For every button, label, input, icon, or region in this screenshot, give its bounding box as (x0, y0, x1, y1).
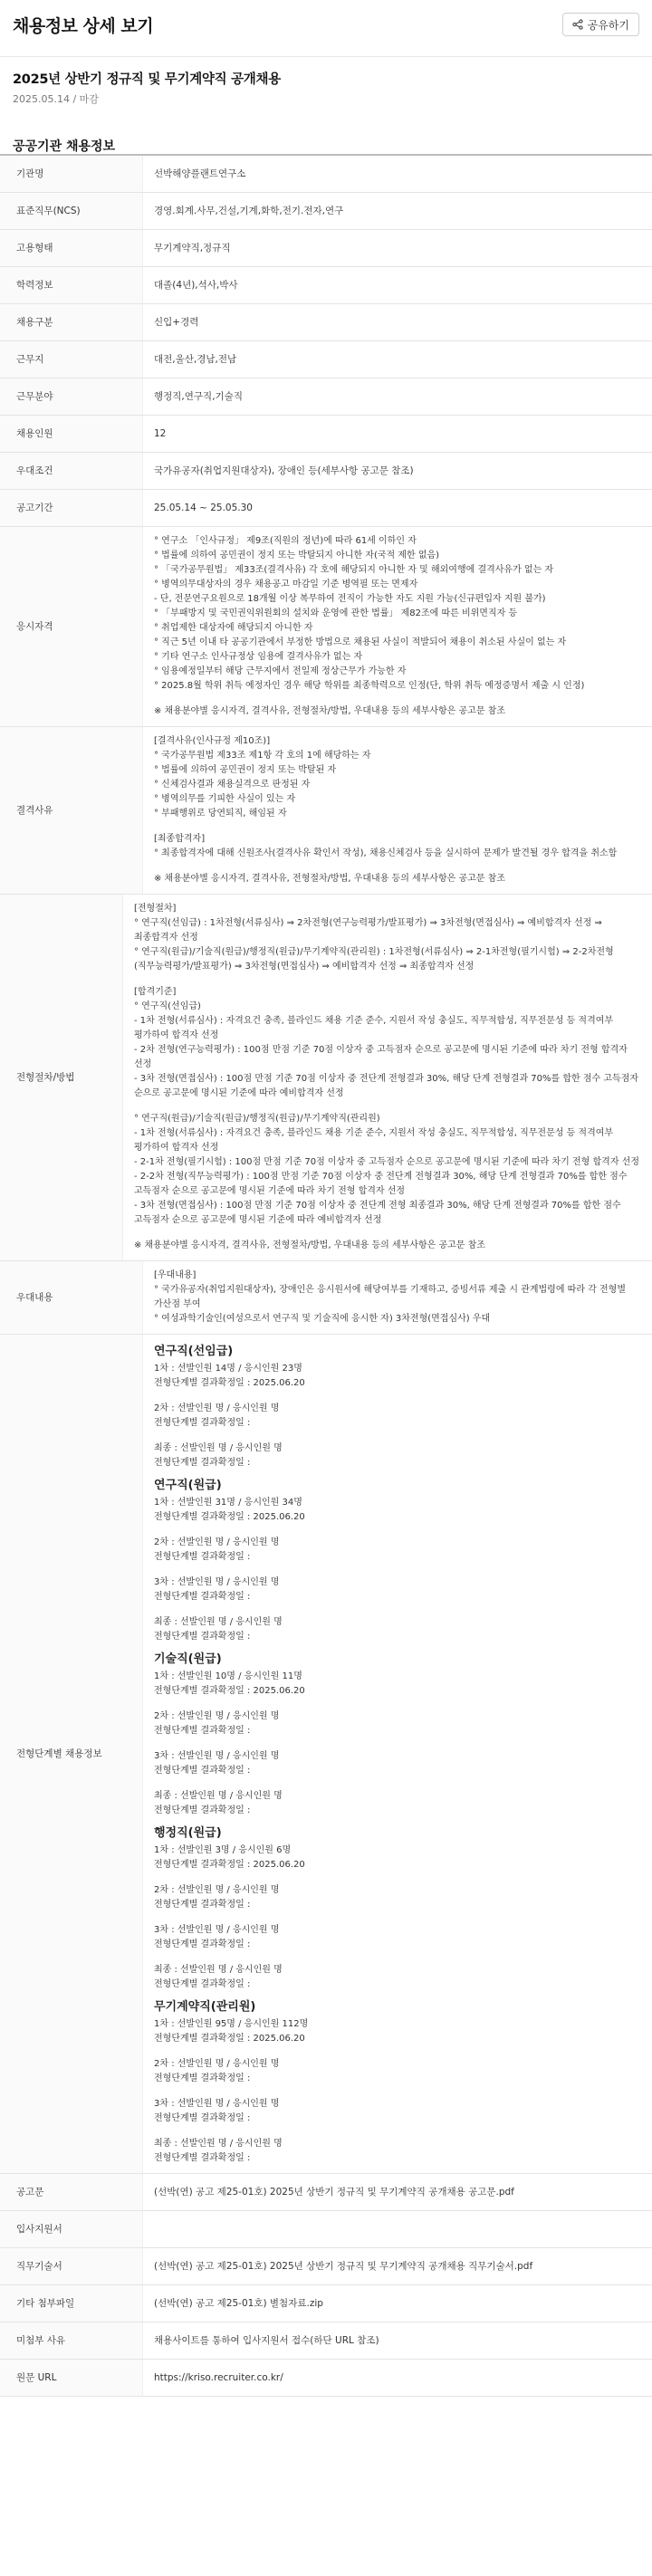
announcement-file-link[interactable]: (선박(연) 공고 제25-01호) 2025년 상반기 정규직 및 무기계약직 공개채용 공고문.pdf (154, 2186, 514, 2198)
stage-line: 2차 : 선발인원 명 / 응시인원 명 (154, 2059, 280, 2069)
stage-line: 전형단계별 결과확정일 : 2025.06.20 (154, 1860, 305, 1870)
stage-line: 전형단계별 결과확정일 : (154, 1592, 251, 1602)
spacer (134, 974, 639, 985)
row-announcement (0, 2174, 652, 2211)
stage-line: 전형단계별 결과확정일 : (154, 1552, 251, 1562)
text-line: (직무능력평가/발표평가) ⇒ 3차전형(면접심사) ⇒ 예비합격자 선정 ⇒ 최종합격자 선정 (133, 962, 475, 972)
stage-line: 전형단계별 결과확정일 : (154, 1418, 251, 1428)
stage-line: 최종 : 선발인원 명 / 응시인원 명 (154, 1617, 283, 1627)
row-value: 경영.회계.사무,건설,기계,화학,전기.전자,연구 (154, 205, 344, 216)
row-label: 결격사유 (0, 727, 143, 894)
row-label: 전형절차/방법 (0, 895, 123, 1260)
stage-group-title: 연구직(선임급) (154, 1345, 234, 1358)
spacer (154, 1699, 639, 1709)
row-job-description (0, 2248, 652, 2285)
row-procedure (0, 895, 652, 1261)
text-line: ° 부패행위로 당연퇴직, 해임된 자 (154, 809, 287, 819)
row-value: 채용사이트를 통하여 입사지원서 접수(하단 URL 참조) (154, 2334, 379, 2346)
text-line: ° 병역의무대상자의 경우 채용공고 마감일 기준 병역필 또는 면제자 (154, 579, 418, 589)
row-employ (0, 230, 652, 267)
row-location (0, 341, 652, 378)
text-line: 가산점 부여 (154, 1299, 201, 1309)
attachments-file-link[interactable]: (선박(연) 공고 제25-01호) 별첨자료.zip (154, 2297, 323, 2309)
stage-group-title: 무기계약직(관리원) (154, 2000, 256, 2014)
text-line: ° 연구직(원급)/기술직(원급)/행정직(원급)/무기계약직(관리원) : 1차전형(서류심사) ⇒ 2-1차전형(필기시험) ⇒ 2-2차전형 (133, 947, 614, 957)
spacer (154, 1952, 639, 1963)
row-value: 대졸(4년),석사,박사 (154, 279, 238, 291)
spacer (154, 2086, 639, 2097)
row-label: 채용구분 (0, 304, 143, 340)
stage-group-title: 연구직(원급) (154, 1479, 222, 1492)
row-value: 무기계약직,정규직 (154, 242, 231, 254)
row-field (0, 378, 652, 416)
spacer (154, 2046, 639, 2057)
spacer (154, 1872, 639, 1883)
stage-line: 전형단계별 결과확정일 : (154, 2073, 251, 2083)
stage-line: 전형단계별 결과확정일 : 2025.06.20 (154, 2034, 305, 2044)
text-line: - 1차 전형(서류심사) : 자격요건 충족, 블라인드 채용 기준 준수, 지원서 작성 충실도, 직무적합성, 직무전문성 등 적격여부 (133, 1128, 614, 1138)
row-label: 기타 첨부파일 (0, 2285, 143, 2322)
stage-line: 3차 : 선발인원 명 / 응시인원 명 (154, 1577, 280, 1587)
text-line: ° 연구직(원급)/기술직(원급)/행정직(원급)/무기계약직(관리원) (133, 1114, 380, 1124)
source-url-link[interactable]: https://kriso.recruiter.co.kr/ (154, 2371, 283, 2383)
text-line: ° 신체검사결과 채용실격으로 판정된 자 (154, 780, 311, 790)
row-label: 근무분야 (0, 378, 143, 415)
row-label: 표준직무(NCS) (0, 193, 143, 229)
spacer (154, 1525, 639, 1536)
text-line: 고득점자 순으로 공고문에 명시된 기준에 따라 예비합격자 선정 (133, 1215, 382, 1225)
page-title: 채용정보 상세 보기 (13, 16, 154, 36)
stage-line: 최종 : 선발인원 명 / 응시인원 명 (154, 1443, 283, 1453)
stage-line: 2차 : 선발인원 명 / 응시인원 명 (154, 1885, 280, 1895)
stage-line: 1차 : 선발인원 95명 / 응시인원 112명 (154, 2019, 309, 2029)
stage-line: 1차 : 선발인원 14명 / 응시인원 23명 (154, 1364, 302, 1374)
text-line: ° 기타 연구소 인사규정상 임용에 결격사유가 없는 자 (154, 652, 363, 662)
text-line: ° 2025.8월 학위 취득 예정자인 경우 해당 학위를 최종학력으로 인정(단, 학위 취득 예정증명서 제출 시 인정) (154, 681, 585, 691)
text-line: [결격사유(인사규정 제10조)] (154, 736, 271, 746)
stage-line: 전형단계별 결과확정일 : (154, 1979, 251, 1989)
row-org (0, 156, 652, 193)
row-label: 응시자격 (0, 527, 143, 726)
row-label: 원문 URL (0, 2360, 143, 2396)
job-title: 2025년 상반기 정규직 및 무기계약직 공개채용 (13, 72, 281, 87)
text-line: ※ 채용분야별 응시자격, 결격사유, 전형절차/방법, 우대내용 등의 세부사항은 공고문 참조 (154, 706, 505, 716)
text-line: 최종합격자 선정 (133, 933, 198, 943)
stage-line: 1차 : 선발인원 10명 / 응시인원 11명 (154, 1671, 302, 1681)
row-label: 우대내용 (0, 1261, 143, 1334)
row-value (143, 527, 652, 726)
row-disqualification (0, 727, 652, 895)
stage-line: 전형단계별 결과확정일 : (154, 1632, 251, 1642)
text-line: [우대내용] (154, 1270, 197, 1280)
stage-line: 3차 : 선발인원 명 / 응시인원 명 (154, 1925, 280, 1935)
stage-line: 3차 : 선발인원 명 / 응시인원 명 (154, 2099, 280, 2109)
text-line: ° 법률에 의하여 공민권이 정지 또는 박탈되지 아니한 자(국적 제한 없음) (154, 551, 440, 560)
text-line: 평가하여 합격자 선정 (133, 1030, 219, 1040)
text-line: ° 취업제한 대상자에 해당되지 아니한 자 (154, 623, 313, 633)
text-line: ° 임용예정일부터 해당 근무지에서 전일제 정상근무가 가능한 자 (154, 666, 407, 676)
share-label: 공유하기 (587, 18, 629, 32)
stage-line: 2차 : 선발인원 명 / 응시인원 명 (154, 1537, 280, 1547)
row-value: 행정직,연구직,기술직 (154, 390, 243, 402)
spacer (154, 2126, 639, 2137)
row-application-form (0, 2211, 652, 2248)
text-line: ° 「국가공무원법」 제33조(결격사유) 각 호에 해당되지 아니한 자 및 해외여행에 결격사유가 없는 자 (154, 565, 554, 575)
stage-group-title: 행정직(원급) (154, 1826, 222, 1840)
row-label: 공고문 (0, 2174, 143, 2210)
text-line: - 3차 전형(면접심사) : 100점 만점 기준 70점 이상자 중 전단계 전형결과 30%, 해당 단계 전형결과 70%를 합한 점수 고득점자 (133, 1074, 639, 1084)
stage-line: 전형단계별 결과확정일 : 2025.06.20 (154, 1378, 305, 1388)
stage-line: 전형단계별 결과확정일 : (154, 1939, 251, 1949)
row-no-form-reason (0, 2322, 652, 2360)
row-label: 근무지 (0, 341, 143, 378)
spacer (154, 694, 639, 704)
text-line: ° 최종합격자에 대해 신원조사(결격사유 확인서 작성), 채용신체검사 등을 실시하여 문제가 발견될 경우 합격을 취소함 (154, 848, 618, 858)
stage-group-title: 기술직(원급) (154, 1652, 222, 1666)
row-value: 국가유공자(취업지원대상자), 장애인 등(세부사항 공고문 참조) (154, 464, 414, 476)
spacer (154, 1565, 639, 1575)
row-benefits (0, 1261, 652, 1335)
stage-line: 최종 : 선발인원 명 / 응시인원 명 (154, 1791, 283, 1801)
row-value: 대전,울산,경남,전남 (154, 353, 237, 365)
text-line: ° 연구직(선임급) : 1차전형(서류심사) ⇒ 2차전형(연구능력평가/발표평가) ⇒ 3차전형(면접심사) ⇒ 예비합격자 선정 ⇒ (133, 918, 602, 928)
stage-line: 전형단계별 결과확정일 : (154, 1766, 251, 1776)
row-source-url (0, 2360, 652, 2397)
share-icon (572, 19, 583, 30)
stage-line: 전형단계별 결과확정일 : (154, 2153, 251, 2163)
spacer (154, 821, 639, 832)
stage-line: 전형단계별 결과확정일 : (154, 1900, 251, 1910)
text-line: ※ 채용분야별 응시자격, 결격사유, 전형절차/방법, 우대내용 등의 세부사항은 공고문 참조 (133, 1240, 485, 1250)
text-line: [전형절차] (133, 904, 177, 914)
spacer (134, 1228, 639, 1239)
text-line: ° 직근 5년 이내 타 공공기관에서 부정한 방법으로 채용된 사실이 적발되어 채용이 취소된 사실이 없는 자 (154, 637, 567, 647)
spacer (154, 861, 639, 872)
stage-line: 1차 : 선발인원 3명 / 응시인원 6명 (154, 1845, 292, 1855)
row-qualification (0, 527, 652, 727)
job-date: 2025.05.14 / 마감 (13, 93, 99, 105)
share-button[interactable] (562, 13, 639, 36)
text-line: - 단, 전문연구요원으로 18개월 이상 복무하여 전직이 가능한 자도 지원 가능(신규편입자 지원 불가) (154, 594, 546, 604)
row-preference (0, 453, 652, 490)
spacer (154, 1431, 639, 1441)
text-line: 선정 (133, 1059, 152, 1069)
row-value (143, 1335, 652, 2173)
row-label: 미첨부 사유 (0, 2322, 143, 2359)
row-label: 전형단계별 채용정보 (0, 1335, 143, 2173)
row-results (0, 1335, 652, 2174)
row-label: 우대조건 (0, 453, 143, 489)
stage-line: 2차 : 선발인원 명 / 응시인원 명 (154, 1711, 280, 1721)
text-line: - 2-2차 전형(직무능력평가) : 100점 만점 기준 70점 이상자 중 전단계 전형결과 30%, 해당 단계 전형결과 70%를 합한 점수 (133, 1172, 628, 1182)
row-label: 공고기간 (0, 490, 143, 526)
stage-line: 전형단계별 결과확정일 : (154, 2113, 251, 2123)
spacer (154, 1778, 639, 1789)
text-line: ° 여성과학기술인(여성으로서 연구직 및 기술직에 응시한 자) 3차전형(면접심사) 우대 (154, 1314, 491, 1324)
text-line: ° 병역의무를 기피한 사실이 있는 자 (154, 794, 296, 804)
text-line: ° 연구직(선임급) (133, 1001, 201, 1011)
spacer (154, 1391, 639, 1402)
row-attachments (0, 2285, 652, 2322)
text-line: ° 국가유공자(취업지원대상자), 장애인은 응시원서에 해당여부를 기재하고, 증빙서류 제출 시 관계법령에 따라 각 전형별 (154, 1285, 626, 1295)
section-title: 공공기관 채용정보 (13, 139, 116, 154)
text-line: ° 국가공무원법 제33조 제1항 각 호의 1에 해당하는 자 (154, 751, 371, 761)
spacer (154, 1912, 639, 1923)
stage-line: 전형단계별 결과확정일 : 2025.06.20 (154, 1686, 305, 1696)
stage-line: 전형단계별 결과확정일 : (154, 1726, 251, 1736)
stage-line: 전형단계별 결과확정일 : (154, 1805, 251, 1815)
row-value: 신입+경력 (154, 316, 199, 328)
job-description-file-link[interactable]: (선박(연) 공고 제25-01호) 2025년 상반기 정규직 및 무기계약직 공개채용 직무기술서.pdf (154, 2260, 533, 2272)
row-value (143, 727, 652, 894)
text-line: ° 법률에 의하여 공민권이 정지 또는 박탈된 자 (154, 765, 337, 775)
stage-line: 2차 : 선발인원 명 / 응시인원 명 (154, 1403, 280, 1413)
row-value: 12 (154, 427, 167, 439)
stage-line: 전형단계별 결과확정일 : (154, 1458, 251, 1468)
row-label: 고용형태 (0, 230, 143, 266)
text-line: - 2-1차 전형(필기시험) : 100점 만점 기준 70점 이상자 중 고득점자 순으로 공고문에 명시된 기준에 따라 차기 전형 합격자 선정 (133, 1157, 639, 1167)
text-line: 순으로 공고문에 명시된 기준에 따라 예비합격자 선정 (133, 1088, 344, 1098)
page-header (0, 0, 652, 57)
row-value (143, 2211, 652, 2247)
stage-line: 최종 : 선발인원 명 / 응시인원 명 (154, 1965, 283, 1975)
text-line: - 1차 전형(서류심사) : 자격요건 충족, 블라인드 채용 기준 준수, 지원서 작성 충실도, 직무적합성, 직무전문성 등 적격여부 (133, 1016, 614, 1026)
text-line: 평가하여 합격자 선정 (133, 1143, 219, 1153)
info-table (0, 154, 652, 2397)
spacer (154, 1738, 639, 1749)
row-period (0, 490, 652, 527)
spacer (134, 1101, 639, 1112)
row-label: 학력정보 (0, 267, 143, 303)
row-label: 직무기술서 (0, 2248, 143, 2284)
row-value (143, 1261, 652, 1334)
row-ncs (0, 193, 652, 230)
text-line: [합격기준] (133, 987, 177, 997)
stage-line: 전형단계별 결과확정일 : 2025.06.20 (154, 1512, 305, 1522)
row-value: 선박해양플랜트연구소 (154, 168, 246, 179)
text-line: 고득점자 순으로 공고문에 명시된 기준에 따라 차기 전형 합격자 선정 (133, 1186, 406, 1196)
row-value (123, 895, 652, 1260)
row-headcount (0, 416, 652, 453)
row-label: 입사지원서 (0, 2211, 143, 2247)
stage-line: 최종 : 선발인원 명 / 응시인원 명 (154, 2139, 283, 2149)
stage-line: 3차 : 선발인원 명 / 응시인원 명 (154, 1751, 280, 1761)
text-line: ※ 채용분야별 응시자격, 결격사유, 전형절차/방법, 우대내용 등의 세부사항은 공고문 참조 (154, 874, 505, 884)
row-label: 기관명 (0, 156, 143, 192)
text-line: ° 「부패방지 및 국민권익위원회의 설치와 운영에 관한 법률」 제82조에 따른 비위면직자 등 (154, 608, 518, 618)
row-edu (0, 267, 652, 304)
stage-line: 1차 : 선발인원 31명 / 응시인원 34명 (154, 1498, 302, 1508)
row-value: 25.05.14 ~ 25.05.30 (154, 502, 253, 513)
text-line: - 2차 전형(연구능력평가) : 100점 만점 기준 70점 이상자 중 고득점자 순으로 공고문에 명시된 기준에 따라 차기 전형 합격자 (133, 1045, 628, 1055)
row-label: 채용인원 (0, 416, 143, 452)
row-recruit-type (0, 304, 652, 341)
spacer (154, 1604, 639, 1615)
text-line: ° 연구소 「인사규정」 제9조(직원의 정년)에 따라 61세 이하인 자 (154, 536, 417, 546)
text-line: - 3차 전형(면접심사) : 100점 만점 기준 70점 이상자 중 전단계 전형 최종결과 30%, 해당 단계 전형결과 70%를 합한 점수 (133, 1201, 621, 1211)
text-line: [최종합격자] (154, 834, 206, 844)
